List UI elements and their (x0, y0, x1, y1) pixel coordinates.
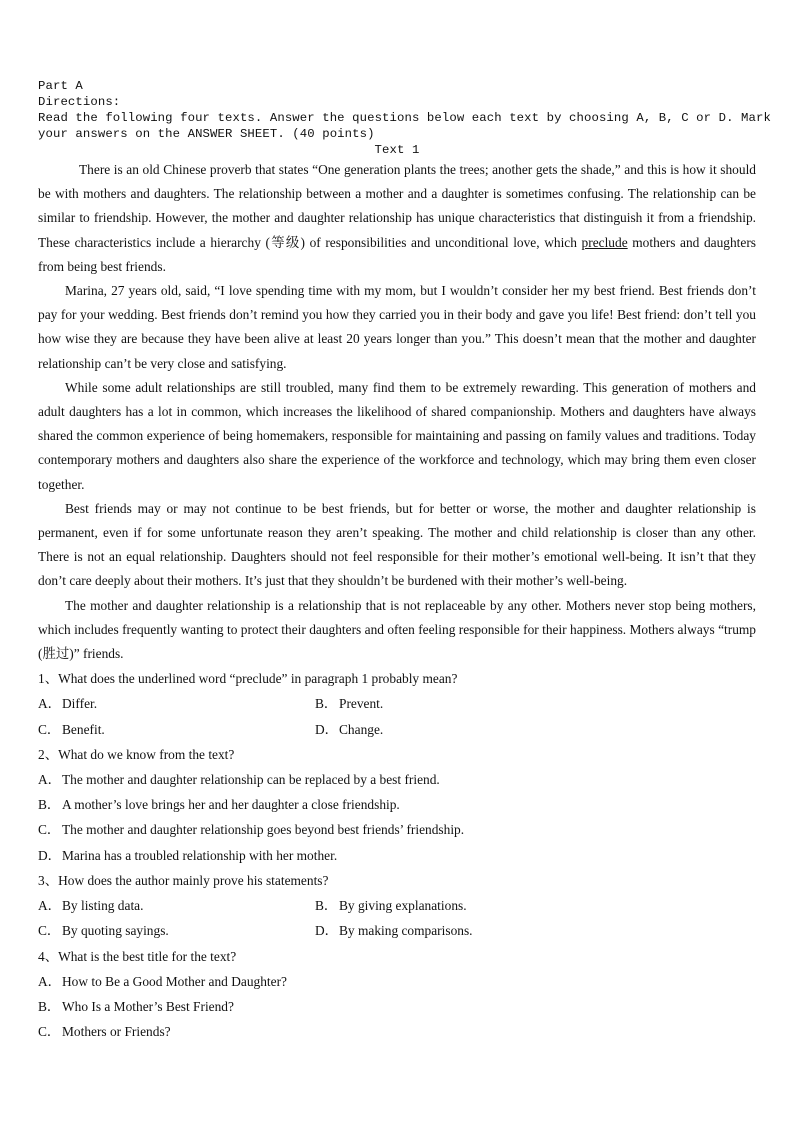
paragraph-1-text-b: mothers and daughters from being best friends. (38, 234, 757, 274)
directions-line-1: Read the following four texts. Answer the questions below each text by choosing A, B, C or D. Mark (38, 111, 771, 125)
question-3 (38, 868, 756, 944)
paragraph-1-text-a: There is an old Chinese proverb that states “One generation plants the trees; another gets the shade,” and this is how it should be with mothers and daughters. The relationship between a mother and a daughter is sometimes confusing. The relationship can be similar to friendship. However, the mother and daughter relationship has unique characteristics that distinguish it from a friendship. These characteristics include a hierarchy (等级) of responsibilities and unconditional love, which (38, 162, 756, 250)
paragraph-1 (38, 158, 756, 279)
part-label: Part A (38, 79, 83, 93)
option-letter: B． (38, 998, 61, 1014)
option-letter: C． (38, 822, 61, 838)
option-letter: B． (38, 797, 61, 813)
paragraph-3: While some adult relationships are still troubled, many find them to be extremely rewarding. This generation of mothers and adult daughters has a lot in common, which increases the likelihood of shared companionship. Mothers and daughters have always shared the common experience of being homemakers, responsible for maintaining and passing on family values and traditions. Today contemporary mothers and daughters also share the experience of the workforce and technology, which may bring them even closer together. (38, 379, 756, 492)
option-c[interactable] (38, 717, 315, 742)
option-c[interactable] (38, 1019, 756, 1044)
option-a[interactable] (38, 767, 756, 792)
question-stem: 2、What do we know from the text? (38, 746, 235, 762)
option-letter: A． (38, 973, 62, 989)
option-row (38, 893, 756, 918)
option-letter: A． (38, 696, 62, 712)
option-text: By giving explanations. (339, 898, 467, 914)
option-text: Change. (339, 721, 384, 737)
option-b[interactable] (315, 691, 383, 716)
passage (38, 158, 756, 666)
option-text: How to Be a Good Mother and Daughter? (62, 973, 287, 989)
option-a[interactable] (38, 691, 315, 716)
option-text: Prevent. (339, 696, 384, 712)
option-text: By making comparisons. (339, 923, 473, 939)
option-b[interactable] (38, 792, 756, 817)
option-letter: D． (315, 923, 339, 939)
option-letter: B． (315, 696, 338, 712)
option-a[interactable] (38, 893, 315, 918)
option-row (38, 691, 756, 716)
question-stem: 1、What does the underlined word “preclude” in paragraph 1 probably mean? (38, 671, 458, 687)
option-b[interactable] (315, 893, 467, 918)
option-text: The mother and daughter relationship goes beyond best friends’ friendship. (62, 822, 465, 838)
option-letter: C． (38, 721, 61, 737)
option-d[interactable] (315, 918, 473, 943)
option-text: By quoting sayings. (62, 923, 169, 939)
option-text: Benefit. (62, 721, 105, 737)
paragraph-2: Marina, 27 years old, said, “I love spending time with my mom, but I wouldn’t consider her my best friend. Best friends don’t pay for your wedding. Best friends don’t remind you how they carried you in their body and gave you life! Best friend: don’t tell you how wise they are because they have been alive at least 20 years longer than you.” This doesn’t mean that the mother and daughter relationship can’t be very close and satisfying. (38, 283, 756, 371)
paragraph-5: The mother and daughter relationship is a relationship that is not replaceable by any other. Mothers never stop being mothers, which includes frequently wanting to protect their daughters and often feeling responsible for their happiness. Mothers always “trump (胜过)” friends. (38, 597, 756, 662)
option-text: The mother and daughter relationship can be replaced by a best friend. (62, 772, 440, 788)
option-text: By listing data. (62, 898, 144, 914)
directions-label: Directions: (38, 95, 121, 109)
option-text: Differ. (62, 696, 98, 712)
text-title: Text 1 (374, 143, 420, 157)
option-c[interactable] (38, 918, 315, 943)
option-d[interactable] (38, 843, 756, 868)
underlined-word: preclude (581, 234, 628, 250)
option-letter: C． (38, 923, 61, 939)
option-letter: A． (38, 772, 62, 788)
section-header (38, 78, 771, 158)
question-stem: 3、How does the author mainly prove his statements? (38, 872, 329, 888)
option-text: Mothers or Friends? (62, 1024, 171, 1040)
document-page (38, 78, 771, 1044)
option-letter: A． (38, 898, 62, 914)
option-c[interactable] (38, 817, 756, 842)
option-letter: D． (315, 721, 339, 737)
option-b[interactable] (38, 994, 756, 1019)
directions-line-2: your answers on the ANSWER SHEET. (40 points) (38, 127, 375, 141)
option-d[interactable] (315, 717, 383, 742)
paragraph-4: Best friends may or may not continue to be best friends, but for better or worse, the mother and daughter relationship is permanent, even if for some unfortunate reason they aren’t speaking. The mother and child relationship is closer than any other. There is not an equal relationship. Daughters should not feel responsible for their mother’s emotional well-being. It isn’t that they don’t care deeply about their mothers. It’s just that they shouldn’t be burdened with their mother’s well-being. (38, 500, 756, 589)
option-text: A mother’s love brings her and her daughter a close friendship. (62, 797, 400, 813)
option-row (38, 918, 756, 943)
option-letter: C． (38, 1024, 61, 1040)
question-4 (38, 944, 756, 1045)
question-1 (38, 666, 756, 742)
question-2 (38, 742, 756, 868)
option-letter: D． (38, 847, 62, 863)
option-row (38, 717, 756, 742)
option-letter: B． (315, 898, 338, 914)
option-text: Who Is a Mother’s Best Friend? (62, 998, 234, 1014)
option-text: Marina has a troubled relationship with her mother. (62, 847, 338, 863)
question-stem: 4、What is the best title for the text? (38, 948, 237, 964)
option-a[interactable] (38, 969, 756, 994)
